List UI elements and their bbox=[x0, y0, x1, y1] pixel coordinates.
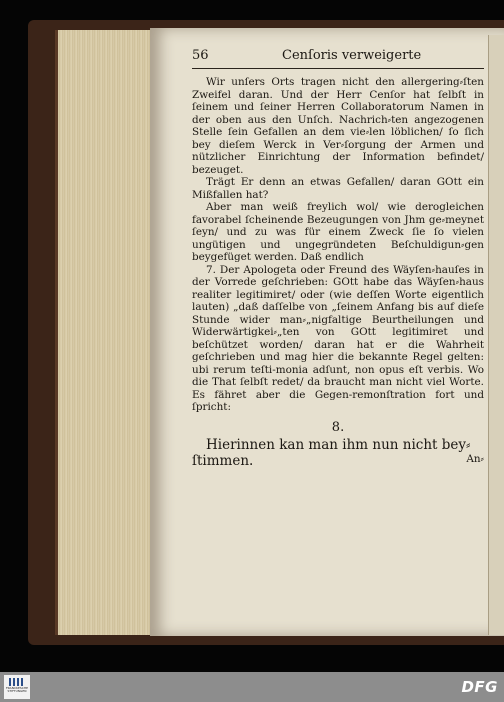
section-number: 8. bbox=[331, 419, 345, 435]
page-number: 56 bbox=[192, 48, 209, 63]
paragraph: Wir unſers Orts tragen nicht den allergering⸗ſten Zweifel daran. Und der Herr Cenſor hat ſelbſt in ſeinem und ſeiner Herren Collaboratorum Namen in der oben aus den Unſch. Nachrich⸗ten angezogenen Stelle ſein Gefallen an dem vie⸗len löblichen/ ſo ſich bey dieſem Werck in Ver⸗ſorgung der Armen und nützlicher Einrichtung der Information befindet/ bezeuget. bbox=[192, 76, 484, 176]
section-text: Hierinnen kan man ihm nun nicht bey⸗ſtimmen. bbox=[192, 436, 471, 469]
page-text-block bbox=[192, 48, 484, 469]
body-text bbox=[192, 76, 484, 414]
francke-foundations-logo[interactable] bbox=[4, 675, 30, 699]
paragraph: Aber man weiß freylich wol/ wie derogleichen favorabel ſcheinende Bezeugungen von Jhm ge⸗meynet ſeyn/ und zu was für einem Zweck ſie ſo vielen ungütigen und ungegründeten Beſchuldigun⸗gen beygefüget werden. Daß endlich bbox=[192, 201, 484, 263]
logo-mark-icon bbox=[9, 678, 25, 686]
paragraph: Trägt Er denn an etwas Gefallen/ daran GOtt ein Mißfallen hat? bbox=[192, 176, 484, 201]
running-title: Cenſoris verweigerte bbox=[282, 48, 422, 63]
running-head bbox=[192, 48, 484, 69]
page-stack-edge bbox=[55, 30, 158, 635]
paragraph: 7. Der Apologeta oder Freund des Wäyſen⸗hauſes in der Vorrede geſchrieben: GOtt habe das Wäyſen⸗haus realiter legitimiret/ oder (wie deſſen Worte eigentlich lauten) „daß daſſelbe von „ſeinem Anfang bis auf dieſe Stunde wider man⸗„nigfaltige Beurtheilungen und Widerwärtigkei⸗„ten von GOtt legitimiret und beſchützet worden/ daran hat er die Wahrheit geſchrieben und mag hier die bekannte Regel gelten: ubi rerum teſti-monia adſunt, non opus eſt verbis. Wo die That ſelbſt redet/ da braucht man nicht viel Worte. Es fähret aber die Gegen-remonſtration fort und ſpricht: bbox=[192, 263, 484, 413]
next-page-edge bbox=[488, 35, 504, 635]
logo-label: FRANCKESCHE STIFTUNGEN bbox=[5, 686, 29, 694]
catchword: An⸗ bbox=[466, 452, 484, 465]
viewer-footer-bar bbox=[0, 672, 504, 702]
dfg-logo[interactable]: DFG bbox=[461, 678, 498, 696]
